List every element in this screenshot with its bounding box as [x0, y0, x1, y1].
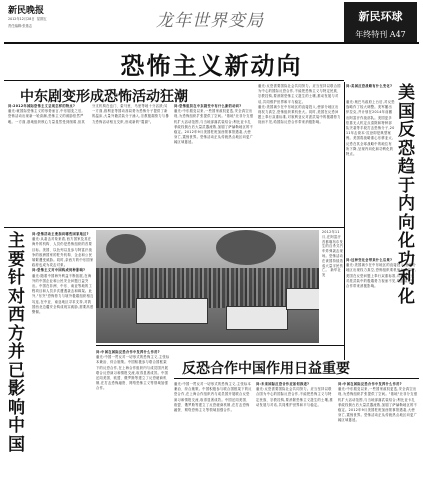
article2-headline: 主要针对西方并已影响中国: [8, 231, 25, 455]
photo-divider: [96, 345, 344, 346]
article1-divider: [4, 227, 344, 228]
article1-answer-1: 潘光:就国际恐怖主义的形势而言,中东剧变之后,恐怖活动出现新一轮高潮,恐怖主义的威胁依然严峻。一方面,基地组织核心力量虽然受到削弱,但其分支机构在也门、索马里、马里等地十分活跃;另一方面,叙利亚等国动荡局势为恐怖分子提供了新的温床,大量外籍武装分子涌入,宗教极端势力与暴力恐怖活动相互交织,形成新的"震源"。: [8, 104, 170, 124]
middle-column-text: [258, 84, 341, 226]
article4-question-2: 问:未来国际反恐合作应如何推进?: [256, 382, 310, 386]
masthead-logo: 新民晚报: [8, 6, 45, 16]
article3-question-2: 问:这种变化会带来什么后果?: [346, 258, 393, 262]
lower-question: 问:中国在国际反恐合作中发挥什么作用?: [96, 350, 160, 354]
middle-column-answer: 潘光:反恐需要国际社会共同努力。应当坚持以联合国为中心的国际反恐合作,不能把恐怖主义与特定民族、宗教挂钩,要消除恐怖主义滋生的土壤,推动发展与对话,共同维护世界和平与稳定。: [258, 84, 341, 104]
article1-body-cont: [174, 104, 254, 226]
title-divider: [4, 80, 344, 81]
article4-answer-2: 潘光:反恐需要国际社会共同努力。应当坚持以联合国为中心的国际反恐合作,不能把恐怖主义与特定民族、宗教挂钩,要消除恐怖主义滋生的土壤,推动发展与对话,共同维护世界和平与稳定。: [256, 387, 334, 407]
article2-body: [32, 232, 94, 492]
article4-body-1: [174, 382, 252, 492]
section-badge: [344, 2, 417, 44]
badge-page: 年终特刊 A47: [355, 30, 406, 39]
article1-headline: 中东剧变形成恐怖活动狂潮: [20, 89, 188, 105]
masthead-date: 2012年12月28日 星期五: [8, 17, 47, 21]
news-photo: [96, 230, 319, 343]
lower-column-1: [96, 350, 170, 490]
article2-answer-1: 潘光:从袭击对象来看,西方国家及其在海外的机构、人员仍是恐怖组织的首要目标。美国、以色列以及参与阿富汗战争的欧洲国家的驻外机构、企业和公民频繁遭受威胁。同时,亲西方的中东国家政府也成为攻击对象。: [32, 237, 94, 268]
article2-answer-2: 潘光:随着中国海外利益不断拓展,在海外的中国企业和公民安全问题日益突出。中国在非洲、中东、南亚等地的工程项目和人员多次遭遇袭击和绑架。此外,"东突"恐怖势力与境外极端组织相互勾连,在中亚、南亚地区寻求支持,对我国西北边疆安全构成现实威胁,需要高度警惕。: [32, 273, 94, 315]
badge-title: 新民环球: [358, 10, 403, 23]
article4-divider: [174, 378, 419, 379]
article1-answer-2: 潘光:中东剧变以来,一些国家政权更迭,安全真空出现,为恐怖组织扩张提供了空间。"基地"北非分支借机扩大活动范围,与当地部落武装结合;利比亚卡扎菲政权倒台后大量武器流散,加剧了萨赫勒地区的不稳定。2012年9月美国驻班加西领事馆遇袭,大使身亡,震惊世界。恐怖活动正从传统热点地区向更广阔区域蔓延。: [174, 109, 254, 145]
article3-question-1: 问:美国反恐战略有什么变化?: [346, 84, 393, 88]
article2-question-2: 问:恐怖主义对中国构成何种影响?: [32, 268, 86, 273]
lower-answer: 潘光:中国一贯反对一切形式的恐怖主义,主张标本兼治、综合施策。中国积极参与联合国框架下的反恐合作,在上海合作组织内与成员国开展联合反恐演习和情报交流,取得显著成效。中国还同美国、欧盟、俄罗斯等建立了反恐磋商机制,在打击恐怖融资、网络恐怖主义等领域加强合作。: [96, 355, 170, 391]
article1-question-2: 问:恐怖组织在中东剧变中有什么新的动向?: [174, 104, 242, 108]
main-title: 恐怖主义新动向: [120, 52, 303, 80]
article4-headline: 反恐合作中国作用日益重要: [182, 361, 350, 377]
article3-answer-1: 潘光:奥巴马政府上台后,对反恐战略作了较大调整。美军撤出伊拉克,并计划在2014年前撤出阿富汗作战部队。美国更多依靠无人机定点清除和特种部队突袭等手段打击恐怖分子,2011年击毙本·拉登即是典型案例。美国将战略重心东移亚太,反恐在其全球战略中的地位有所下降,呈现内向化和功利化的特点。: [346, 100, 395, 157]
article4-body-3: [338, 382, 418, 492]
article3-body: [346, 100, 395, 255]
article2-question-1: 问:恐怖活动主要指向哪些国家地区?: [32, 232, 89, 236]
photo-caption: 2012年11月,在阿富汗首都喀布尔发生的自杀式汽车炸弹袭击现场。恐怖活动在该国持续造成大量平民伤亡。 新华社发: [322, 230, 344, 278]
middle-column-answer-2: 潘光:美国减少在中东地区的直接投入,使部分地区出现权力真空,恐怖组织乘机坐大。同时,美国在反恐问题上奉行双重标准,对叙利亚反对派武装中的极端势力视而不见,给国际反恐合作带来消极影响。: [258, 104, 341, 125]
masthead-editor: 责任编辑:张基志: [8, 24, 33, 28]
article4-body-2: [256, 382, 334, 492]
article4-answer-3: 潘光:中东剧变以来,一些国家政权更迭,安全真空出现,为恐怖组织扩张提供了空间。"基地"北非分支借机扩大活动范围,与当地部落武装结合;利比亚卡扎菲政权倒台后大量武器流散,加剧了萨赫勒地区的不稳定。2012年9月美国驻班加西领事馆遇袭,大使身亡,震惊世界。恐怖活动正从传统热点地区向更广阔区域蔓延。: [338, 387, 418, 423]
section-title: 龙年世界变局: [156, 11, 264, 31]
right-column-divider: [344, 82, 345, 360]
article4-question-1: 问:中国在国际反恐合作中发挥什么作用?: [338, 382, 402, 386]
article3-answer-2: 潘光:美国减少在中东地区的直接投入,使部分地区出现权力真空,恐怖组织乘机坐大。同时,美国在反恐问题上奉行双重标准,对叙利亚反对派武装中的极端势力视而不见,给国际反恐合作带来消极影响。: [346, 263, 416, 289]
article1-body: [8, 104, 170, 226]
header-divider: [4, 42, 419, 44]
article3-headline: 美国反恐趋于内向化功利化: [398, 83, 415, 307]
article1-question-1: 问:2012年国际恐怖主义呈现怎样的特点?: [8, 104, 76, 108]
article4-answer-1: 潘光:中国一贯反对一切形式的恐怖主义,主张标本兼治、综合施策。中国积极参与联合国框架下的反恐合作,在上海合作组织内与成员国开展联合反恐演习和情报交流,取得显著成效。中国还同美国、欧盟、俄罗斯等建立了反恐磋商机制,在打击恐怖融资、网络恐怖主义等领域加强合作。: [174, 382, 252, 413]
article3-body-cont: [346, 258, 418, 358]
